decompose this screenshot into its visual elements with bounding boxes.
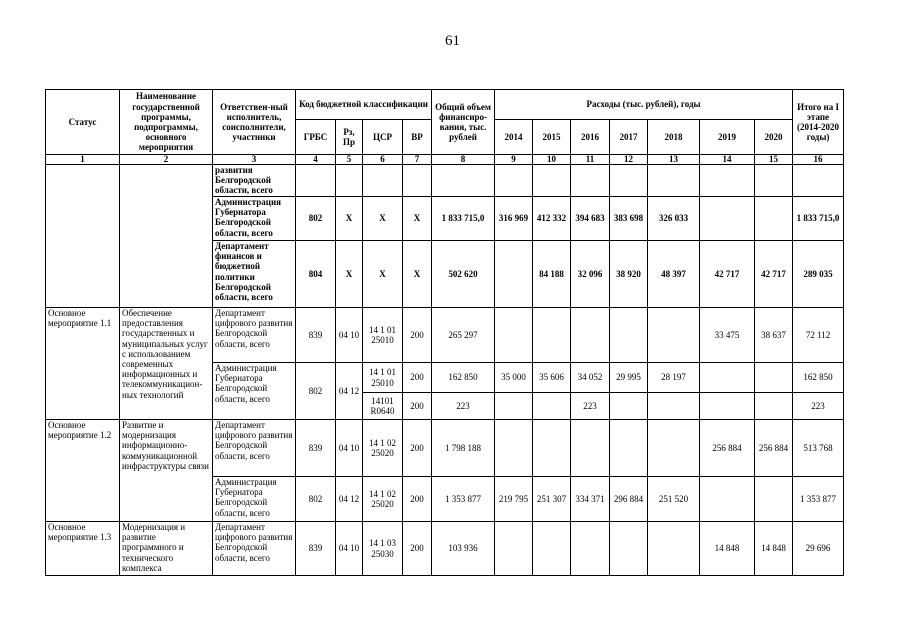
stage-total-cell: 1 353 877 [793,477,844,522]
grbs-cell: 802 [296,363,336,420]
header-total: Общий объем финансиро-вания, тыс. рублей [432,90,495,155]
stage-total-cell: 72 112 [793,308,844,363]
executor-cell: Администрация Губернатора Белгородской области, всего [213,477,296,522]
total-cell: 1 798 188 [432,420,495,477]
total-cell: 103 936 [432,522,495,576]
csr-cell: 14 1 03 25030 [363,522,403,576]
y2017-cell: 383 698 [610,197,648,241]
col-number: 3 [213,155,296,165]
table-row [46,420,844,477]
y2016-cell: 32 096 [571,241,610,308]
status-cell: Основное мероприятие 1.1 [46,308,120,420]
table-row [46,308,844,363]
name-cell: Развитие и модернизация информационно-коммуникационной инфраструктуры связи [120,420,213,522]
vr-cell: 200 [403,393,432,420]
y2020-cell: 38 637 [755,308,793,363]
col-number: 14 [700,155,755,165]
col-number: 11 [571,155,610,165]
y2018-cell: 48 397 [648,241,700,308]
stage-total-cell: 223 [793,393,844,420]
rz-cell: 04 12 [336,477,363,522]
y2017-cell: 296 884 [610,477,648,522]
vr-cell: 200 [403,363,432,393]
col-number: 10 [533,155,571,165]
col-number: 1 [46,155,120,165]
csr-cell: 14 1 02 25020 [363,477,403,522]
status-cell: Основное мероприятие 1.2 [46,420,120,522]
col-number: 2 [120,155,213,165]
col-number: 12 [610,155,648,165]
col-number: 6 [363,155,403,165]
csr-cell: 14 1 01 25010 [363,308,403,363]
grbs-cell: 804 [296,241,336,308]
y2016-cell: 34 052 [571,363,610,393]
col-number: 16 [793,155,844,165]
stage-total-cell: 29 696 [793,522,844,576]
y2018-cell: 251 520 [648,477,700,522]
executor-cell: Департамент цифрового развития Белгородской области, всего [213,420,296,477]
executor-cell: Администрация Губернатора Белгородской области, всего [213,363,296,420]
col-number: 7 [403,155,432,165]
y2018-cell: 326 033 [648,197,700,241]
vr-cell: 200 [403,522,432,576]
header-2018: 2018 [648,120,700,155]
rz-cell: Х [336,197,363,241]
name-cell [120,165,213,308]
csr-cell: 14101 R0640 [363,393,403,420]
y2015-cell: 84 188 [533,241,571,308]
y2020-cell: 256 884 [755,420,793,477]
total-cell: 1 353 877 [432,477,495,522]
table-row [46,165,844,197]
col-number: 8 [432,155,495,165]
csr-cell: Х [363,241,403,308]
rz-cell: 04 10 [336,308,363,363]
y2016-cell: 223 [571,393,610,420]
vr-cell: Х [403,197,432,241]
vr-cell: 200 [403,477,432,522]
y2019-cell: 33 475 [700,308,755,363]
header-2016: 2016 [571,120,610,155]
vr-cell: 200 [403,420,432,477]
header-name: Наименование государственной программы, подпрограммы, основного мероприятия [120,90,213,155]
stage-total-cell: 1 833 715,0 [793,197,844,241]
status-cell [46,165,120,308]
header-2014: 2014 [495,120,533,155]
header-executor: Ответствен-ный исполнитель, соисполнители, участники [213,90,296,155]
header-expenses: Расходы (тыс. рублей), годы [495,90,793,120]
col-number: 4 [296,155,336,165]
rz-cell: Х [336,241,363,308]
header-rz: Рз, Пр [336,120,363,155]
total-cell: 162 850 [432,363,495,393]
y2019-cell: 42 717 [700,241,755,308]
y2015-cell: 251 307 [533,477,571,522]
y2014-cell [495,241,533,308]
y2019-cell: 256 884 [700,420,755,477]
executor-cell: Департамент цифрового развития Белгородской области, всего [213,522,296,576]
y2014-cell: 35 000 [495,363,533,393]
header-status: Статус [46,90,120,155]
name-cell: Обеспечение предоставления государственных и муниципальных услуг с использованием современных информационных и телекоммуникацион-ных технологий [120,308,213,420]
header-stage-total: Итого на I этапе (2014-2020 годы) [793,90,844,155]
status-cell: Основное мероприятие 1.3 [46,522,120,576]
y2018-cell: 28 197 [648,363,700,393]
y2020-cell [755,197,793,241]
vr-cell: Х [403,241,432,308]
financing-table [45,89,844,576]
executor-cell: Департамент цифрового развития Белгородской области, всего [213,308,296,363]
y2016-cell: 334 371 [571,477,610,522]
grbs-cell: 839 [296,308,336,363]
y2020-cell: 14 848 [755,522,793,576]
y2020-cell: 42 717 [755,241,793,308]
y2019-cell: 14 848 [700,522,755,576]
header-2015: 2015 [533,120,571,155]
col-number: 5 [336,155,363,165]
total-cell: 1 833 715,0 [432,197,495,241]
header-2017: 2017 [610,120,648,155]
csr-cell: Х [363,197,403,241]
y2019-cell [700,197,755,241]
grbs-cell: 839 [296,522,336,576]
rz-cell: 04 10 [336,420,363,477]
total-cell: 502 620 [432,241,495,308]
page-number: 61 [445,33,460,49]
csr-cell: 14 1 02 25020 [363,420,403,477]
y2014-cell: 316 969 [495,197,533,241]
total-cell: 223 [432,393,495,420]
col-number: 9 [495,155,533,165]
y2017-cell: 29 995 [610,363,648,393]
header-2019: 2019 [700,120,755,155]
executor-cell: развития Белгородской области, всего [213,165,296,197]
y2014-cell: 219 795 [495,477,533,522]
grbs-cell: 802 [296,197,336,241]
header-grbs: ГРБС [296,120,336,155]
stage-total-cell: 289 035 [793,241,844,308]
vr-cell: 200 [403,308,432,363]
header-2020: 2020 [755,120,793,155]
col-number: 15 [755,155,793,165]
y2017-cell: 38 920 [610,241,648,308]
rz-cell: 04 10 [336,522,363,576]
header-csr: ЦСР [363,120,403,155]
grbs-cell: 802 [296,477,336,522]
header-vr: ВР [403,120,432,155]
executor-cell: Департамент финансов и бюджетной политики Белгородской области, всего [213,241,296,308]
y2016-cell: 394 683 [571,197,610,241]
rz-cell: 04 12 [336,363,363,420]
csr-cell: 14 1 01 25010 [363,363,403,393]
name-cell: Модернизация и развитие программного и технического комплекса [120,522,213,576]
total-cell: 265 297 [432,308,495,363]
stage-total-cell: 513 768 [793,420,844,477]
col-number: 13 [648,155,700,165]
table-row [46,522,844,576]
y2015-cell: 35 606 [533,363,571,393]
grbs-cell: 839 [296,420,336,477]
header-budget-code: Код бюджетной классификации [296,90,432,120]
y2015-cell: 412 332 [533,197,571,241]
stage-total-cell: 162 850 [793,363,844,393]
executor-cell: Администрация Губернатора Белгородской области, всего [213,197,296,241]
